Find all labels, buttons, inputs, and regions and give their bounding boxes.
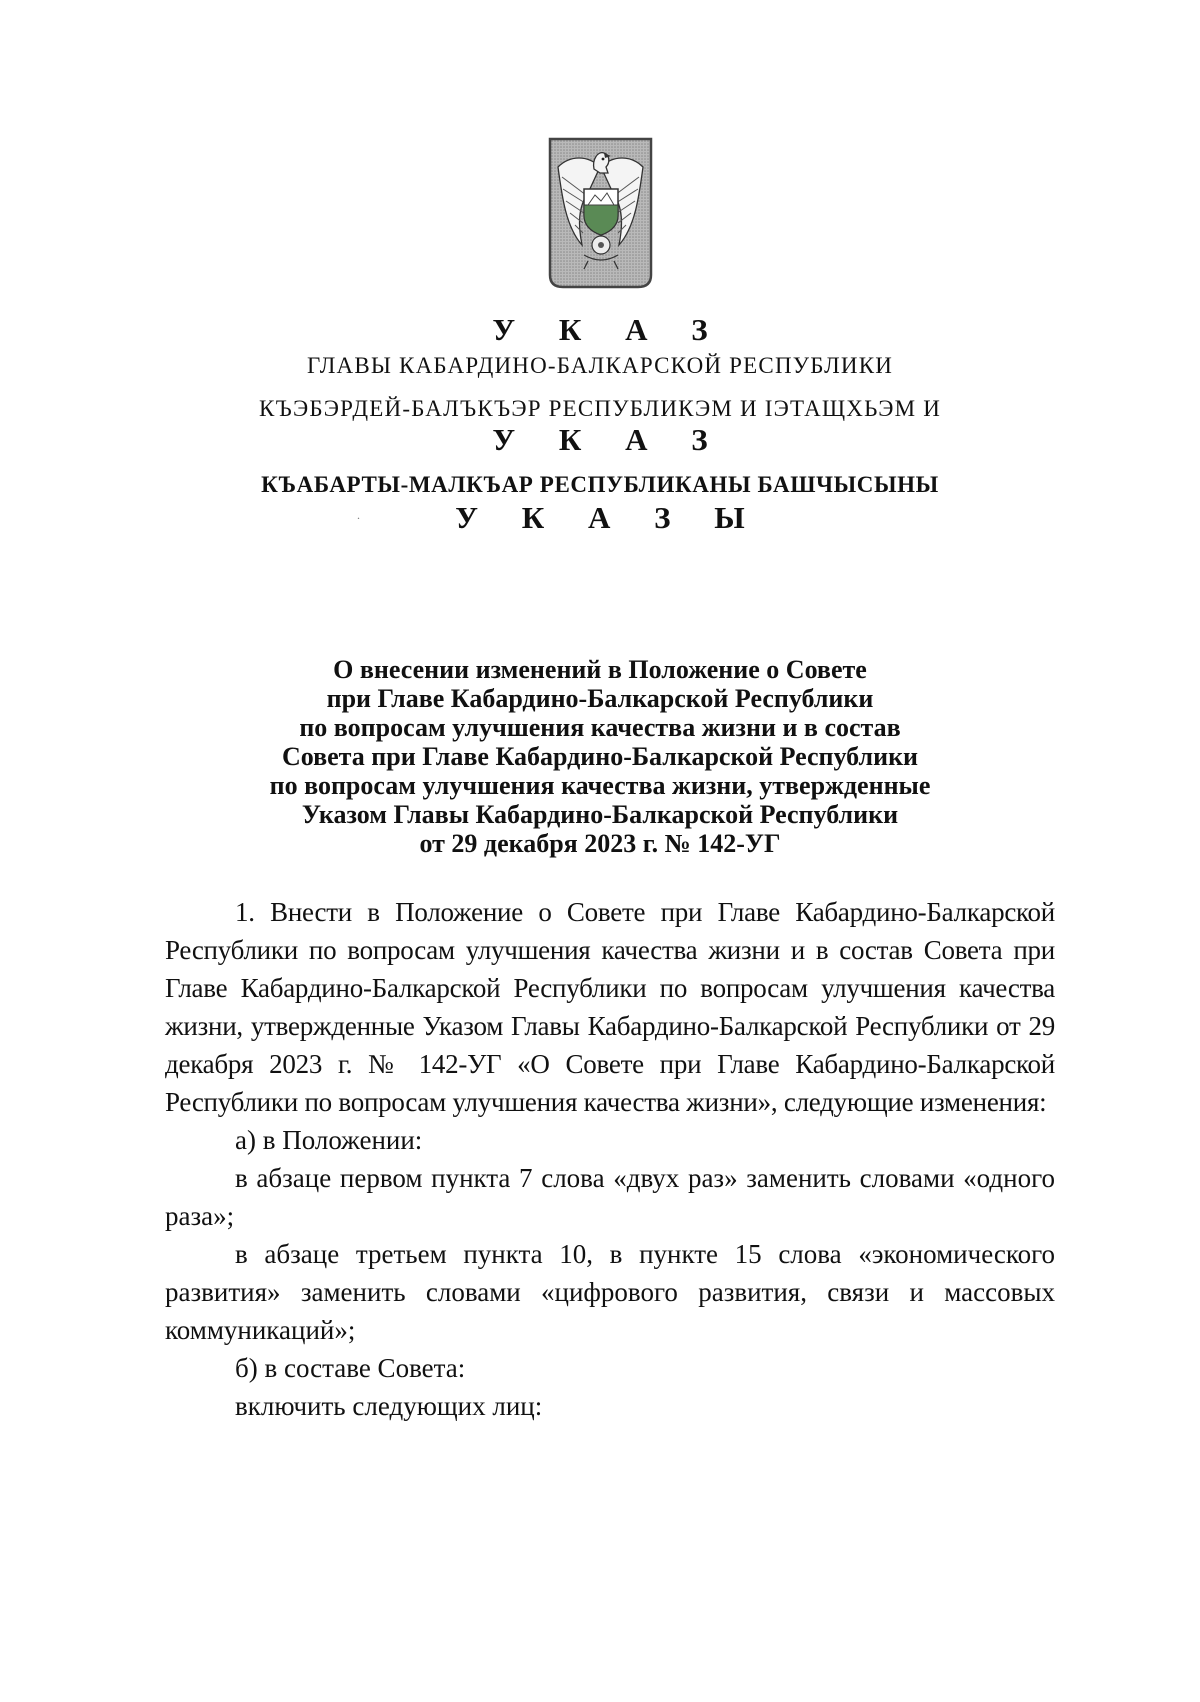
paragraph-a-2: в абзаце третьем пункта 10, в пункте 15 слова «экономического развития» заменить словами «цифрового развития, связи и массовых коммуникаций»; [165, 1239, 1055, 1345]
title-line: Указом Главы Кабардино-Балкарской Республики [301, 800, 899, 829]
title-line: по вопросам улучшения качества жизни, утвержденные [269, 771, 931, 800]
paragraph-b: б) в составе Совета: [235, 1353, 466, 1383]
decree-title [200, 655, 1000, 858]
title-line: Совета при Главе Кабардино-Балкарской Республики [281, 742, 919, 771]
coat-of-arms-icon [548, 137, 653, 289]
decree-heading-ru: У К А З [492, 312, 726, 347]
title-line: О внесении изменений в Положение о Совете [333, 655, 867, 684]
paragraph-a-1: в абзаце первом пункта 7 слова «двух раз» заменить словами «одного раза»; [165, 1163, 1055, 1231]
document-page: У К А З ГЛАВЫ КАБАРДИНО-БАЛКАРСКОЙ РЕСПУБЛИКИ КЪЭБЭРДЕЙ-БАЛЪКЪЭР РЕСПУБЛИКЭМ И IЭТАЩХЬЭМ И У К А З КЪАБАРТЫ-МАЛКЪАР РЕСПУБЛИКАНЫ БАШЧЫСЫНЫ У К А З Ы . О внесении изменений в Положение о Совете при Главе Кабардино-Балкарской Республики по вопросам улучшения качества жизни и в состав Совета при Главе Кабардино-Балкарской Республики по вопросам улучшения качества жизни, утвержденные Указом Главы Кабардино-Балкарской Республики от 29 декабря 2023 г. № 142-УГ 1. Внести в Положение о Совете при Главе Кабардино-Балкарской Республики по вопросам улучшения качества жизни и в состав Совета при Главе Кабардино-Балкарской Республики по вопросам улучшения качества жизни, утвержденные Указом Главы Кабардино-Балкарской Республики от 29 декабря 2023 г. № 142-УГ «О Совете при Главе Кабардино-Балкарской Республики по вопросам улучшения качества жизни», следующие изменения: а) в Положении: в абзаце первом пункта 7 слова «двух раз» заменить словами «одного раза»; в абзаце третьем пункта 10, в пункте 15 слова «экономического развития» заменить словами «цифрового развития, связи и массовых коммуникаций»; б) в составе Совета: включить следующих лиц: [0, 0, 1200, 1702]
issuer-kbd: КЪЭБЭРДЕЙ-БАЛЪКЪЭР РЕСПУБЛИКЭМ И IЭТАЩХЬЭМ И [258, 396, 942, 421]
issuer-krc: КЪАБАРТЫ-МАЛКЪАР РЕСПУБЛИКАНЫ БАШЧЫСЫНЫ [261, 472, 939, 497]
decree-heading-krc: У К А З Ы [455, 500, 763, 535]
decree-body [165, 893, 1055, 1425]
issuer-ru: ГЛАВЫ КАБАРДИНО-БАЛКАРСКОЙ РЕСПУБЛИКИ [306, 353, 894, 378]
paragraph-b-1: включить следующих лиц: [235, 1391, 543, 1421]
decree-heading-kbd: У К А З [492, 422, 726, 457]
title-line: от 29 декабря 2023 г. № 142-УГ [419, 829, 781, 858]
paragraph-a: а) в Положении: [235, 1125, 423, 1155]
paragraph-1: 1. Внести в Положение о Совете при Главе Кабардино-Балкарской Республики по вопросам улучшения качества жизни и в состав Совета при Главе Кабардино-Балкарской Республики по вопросам улучшения качества жизни, утвержденные Указом Главы Кабардино-Балкарской Республики от 29 декабря 2023 г. № 142-УГ «О Совете при Главе Кабардино-Балкарской Республики по вопросам улучшения качества жизни», следующие изменения: [165, 897, 1055, 1117]
title-line: при Главе Кабардино-Балкарской Республики [326, 684, 874, 713]
title-line: по вопросам улучшения качества жизни и в состав [299, 713, 901, 742]
